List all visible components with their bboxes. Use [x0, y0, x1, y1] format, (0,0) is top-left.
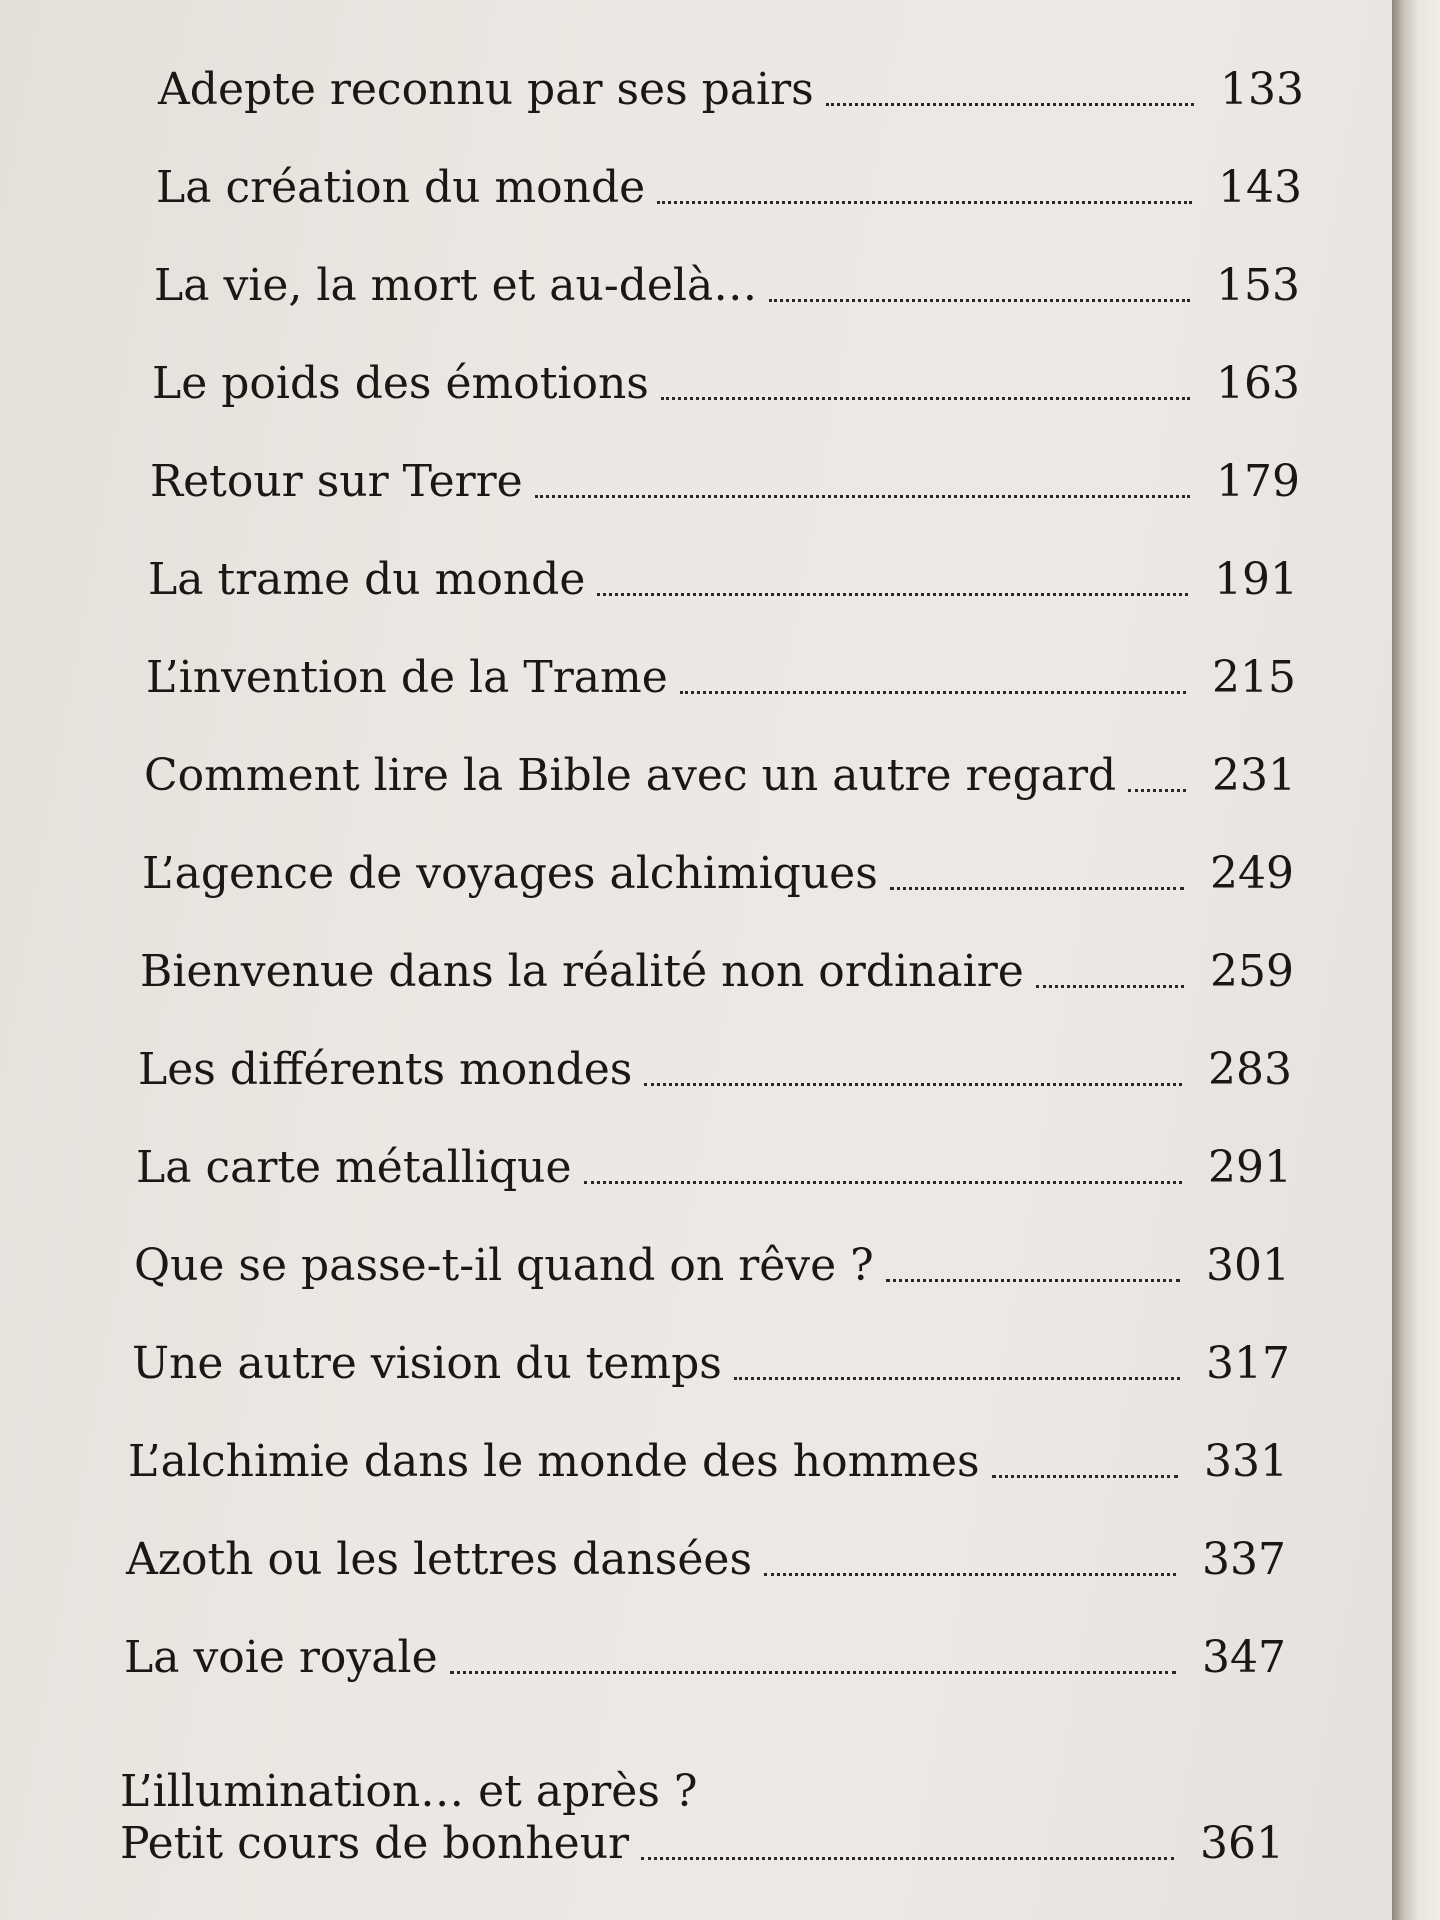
toc-entry — [134, 1224, 1290, 1294]
dot-leader — [644, 1083, 1182, 1086]
toc-entry-page: 291 — [1208, 1142, 1292, 1193]
toc-entry-page: 361 — [1200, 1818, 1284, 1869]
toc-entry-page: 133 — [1220, 64, 1304, 115]
toc-entry-page: 163 — [1216, 358, 1300, 409]
dot-leader — [584, 1181, 1183, 1184]
toc-entry-title: Le poids des émotions — [152, 358, 649, 409]
dot-leader — [641, 1857, 1174, 1860]
toc-entry — [140, 930, 1294, 1000]
toc-entry-page: 215 — [1212, 652, 1296, 703]
toc-entry-two-line — [120, 1742, 1284, 1872]
toc-entry-title: Bienvenue dans la réalité non ordinaire — [140, 946, 1024, 997]
dot-leader — [535, 495, 1190, 498]
toc-entry-page: 301 — [1206, 1240, 1290, 1291]
toc-entry-page: 337 — [1202, 1534, 1286, 1585]
toc-entry-page: 249 — [1210, 848, 1294, 899]
toc-entry-page: 331 — [1204, 1436, 1288, 1487]
toc-entry — [156, 146, 1302, 216]
toc-entry-title-line2: Petit cours de bonheur — [120, 1818, 630, 1869]
toc-entry-title: La carte métallique — [136, 1142, 572, 1193]
dot-leader — [680, 691, 1186, 694]
toc-entry-title: Azoth ou les lettres dansées — [126, 1534, 753, 1585]
toc-entry-page: 191 — [1214, 554, 1298, 605]
book-page-edge — [1392, 0, 1440, 1920]
dot-leader — [661, 397, 1190, 400]
toc-entry-title-line1: L’illumination… et après ? — [120, 1766, 698, 1817]
toc-entry-title: La création du monde — [156, 162, 646, 213]
toc-entry-title: Adepte reconnu par ses pairs — [158, 64, 814, 115]
toc-entry-page: 259 — [1210, 946, 1294, 997]
dot-leader — [769, 299, 1190, 302]
toc-entry-title: L’agence de voyages alchimiques — [142, 848, 878, 899]
toc-entry — [152, 342, 1300, 412]
toc-entry-title: La trame du monde — [148, 554, 586, 605]
toc-entry — [136, 1126, 1292, 1196]
toc-entry — [158, 48, 1304, 118]
toc-entry-page: 347 — [1202, 1632, 1286, 1683]
toc-entry-title: Une autre vision du temps — [132, 1338, 722, 1389]
toc-entry-title: La vie, la mort et au-delà… — [154, 260, 758, 311]
toc-entry-page: 317 — [1206, 1338, 1290, 1389]
dot-leader — [657, 201, 1192, 204]
toc-entry — [142, 832, 1294, 902]
toc-entry-title: Les différents mondes — [138, 1044, 633, 1095]
toc-entry — [132, 1322, 1290, 1392]
toc-entry — [146, 636, 1296, 706]
toc-entry-second-row — [120, 1818, 1284, 1872]
toc-entry-title: Que se passe-t-il quand on rêve ? — [134, 1240, 874, 1291]
dot-leader — [450, 1671, 1176, 1674]
toc-entry — [138, 1028, 1292, 1098]
toc-entry-page: 283 — [1208, 1044, 1292, 1095]
dot-leader — [1036, 985, 1184, 988]
dot-leader — [886, 1279, 1180, 1282]
toc-entry-title: Comment lire la Bible avec un autre regard — [144, 750, 1117, 801]
toc-entry — [126, 1518, 1286, 1588]
dot-leader — [826, 103, 1194, 106]
dot-leader — [1128, 789, 1186, 792]
dot-leader — [597, 593, 1188, 596]
toc-entry-page: 179 — [1216, 456, 1300, 507]
dot-leader — [734, 1377, 1180, 1380]
toc-entry-page: 231 — [1212, 750, 1296, 801]
toc-entry-title: L’invention de la Trame — [146, 652, 668, 703]
toc-entry — [148, 538, 1298, 608]
toc-entry-title: La voie royale — [124, 1632, 438, 1683]
dot-leader — [764, 1573, 1176, 1576]
toc-entry-title: L’alchimie dans le monde des hommes — [128, 1436, 980, 1487]
toc-entry — [124, 1616, 1286, 1686]
toc-entry-page: 143 — [1218, 162, 1302, 213]
toc-entry — [150, 440, 1300, 510]
toc-entry — [144, 734, 1296, 804]
dot-leader — [992, 1475, 1178, 1478]
dot-leader — [890, 887, 1184, 890]
toc-entry — [128, 1420, 1288, 1490]
toc-entry — [154, 244, 1300, 314]
toc-entry-page: 153 — [1216, 260, 1300, 311]
toc-entry-title: Retour sur Terre — [150, 456, 523, 507]
